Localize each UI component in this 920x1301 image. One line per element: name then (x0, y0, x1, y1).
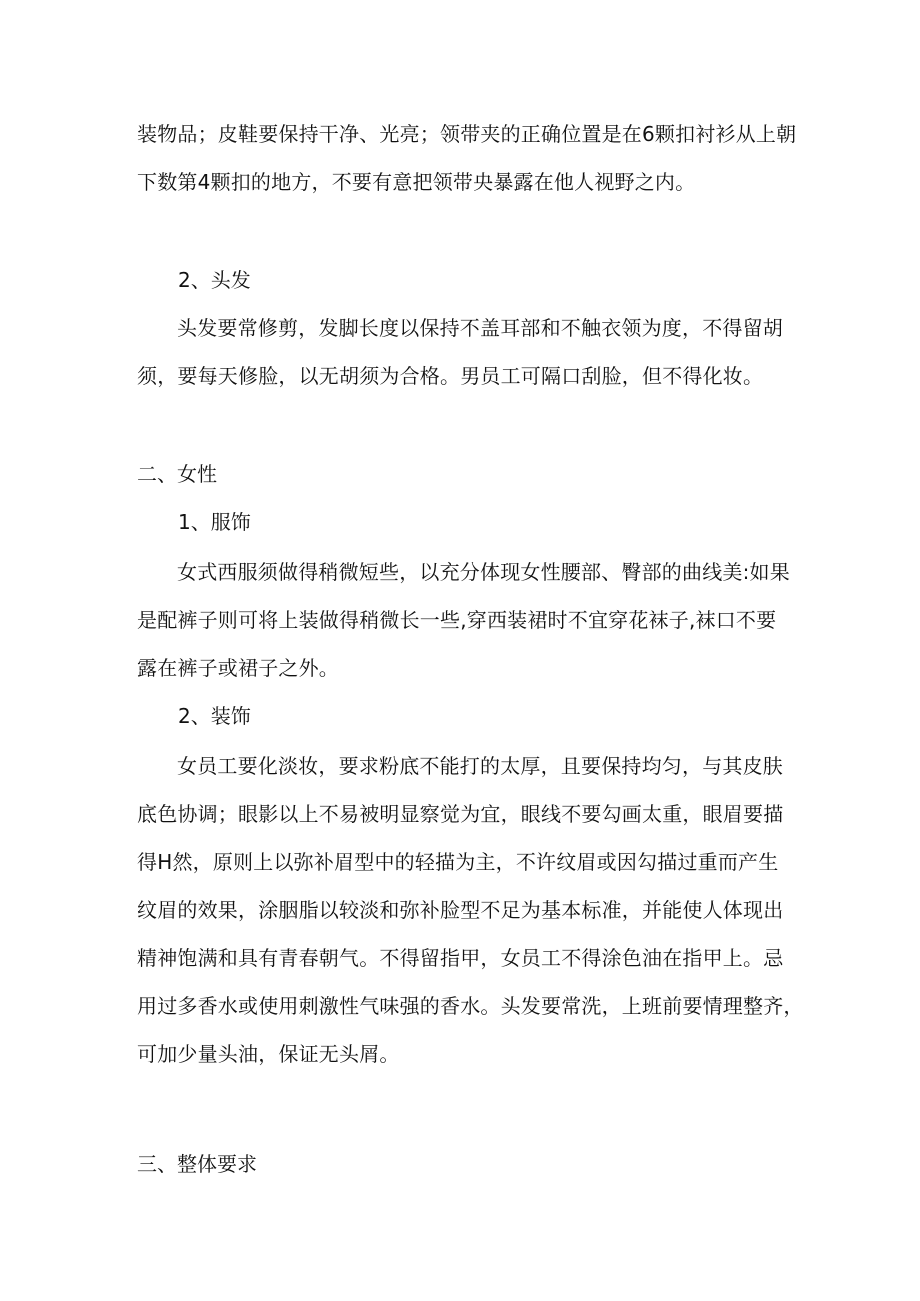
paragraph-line: 女员工要化淡妆，要求粉底不能打的太厚，且要保持均匀，与其皮肤 (177, 754, 783, 778)
paragraph-line: 须，要每天修脸，以无胡须为合格。男员工可隔口刮脸，但不得化妆。 (137, 364, 764, 388)
paragraph-line: 得H然，原则上以弥补眉型中的轻描为主，不许纹眉或因勾描过重而产生 (137, 850, 779, 874)
paragraph-line: 女式西服须做得稍微短些，以充分体现女性腰部、臀部的曲线美:如果 (177, 560, 790, 584)
paragraph-line: 是配裤子则可将上装做得稍微长一些,穿西装裙时不宜穿花袜子,袜口不要 (137, 608, 777, 632)
paragraph-line: 头发要常修剪，发脚长度以保持不盖耳部和不触衣领为度，不得留胡 (177, 316, 783, 340)
section-heading-female: 二、女性 (137, 462, 217, 486)
section-heading-decor: 2、装饰 (178, 704, 251, 728)
paragraph-line: 下数第4颗扣的地方，不要有意把领带央暴露在他人视野之内。 (137, 170, 696, 194)
paragraph-line: 用过多香水或使用刺激性气味强的香水。头发要常洗，上班前要情理整齐， (137, 994, 804, 1018)
section-heading-clothing: 1、服饰 (178, 510, 251, 534)
paragraph-line: 精神饱满和具有青春朝气。不得留指甲，女员工不得涂色油在指甲上。忌 (137, 946, 784, 970)
section-heading-overall: 三、整体要求 (137, 1152, 257, 1176)
paragraph-line: 装物品；皮鞋要保持干净、光亮；领带夹的正确位置是在6颗扣衬衫从上朝 (137, 122, 797, 146)
paragraph-line: 纹眉的效果，涂胭脂以较淡和弥补脸型不足为基本标准，并能使人体现出 (137, 898, 784, 922)
paragraph-line: 底色协调；眼影以上不易被明显察觉为宜，眼线不要勾画太重，眼眉要描 (137, 802, 784, 826)
paragraph-line: 露在裤子或裙子之外。 (137, 656, 339, 680)
paragraph-line: 可加少量头油，保证无头屑。 (137, 1042, 400, 1066)
section-heading-hair: 2、头发 (178, 268, 251, 292)
